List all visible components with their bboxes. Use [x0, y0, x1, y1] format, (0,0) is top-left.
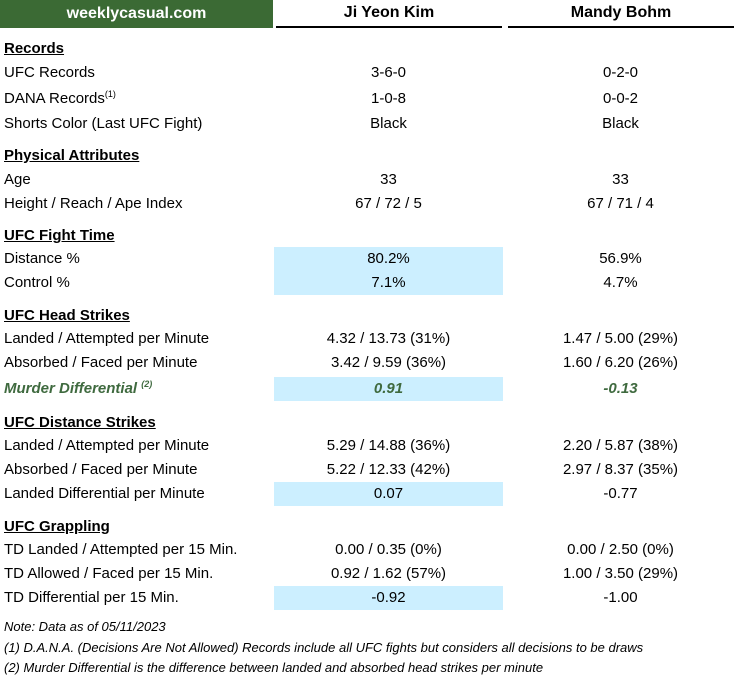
table-row	[0, 192, 737, 216]
row-label: Height / Reach / Ape Index	[4, 195, 183, 212]
fighter-b-header: Mandy Bohm	[508, 0, 734, 28]
table-row	[0, 562, 737, 586]
fighter-b-value: 67 / 71 / 4	[587, 195, 654, 212]
row-label: Shorts Color (Last UFC Fight)	[4, 115, 203, 132]
section-records	[0, 37, 737, 61]
footnote-1: (1) D.A.N.A. (Decisions Are Not Allowed) Records include all UFC fights but considers all decisions to be draws	[4, 640, 644, 655]
footnote-marker: (2)	[141, 379, 153, 389]
row-label: Landed Differential per Minute	[4, 485, 205, 502]
row-label: Control %	[4, 274, 70, 291]
fighter-a-header: Ji Yeon Kim	[276, 0, 502, 28]
fighter-b-value: -0.77	[603, 485, 638, 502]
row-label: TD Allowed / Faced per 15 Min.	[4, 565, 214, 582]
fighter-a-value: 0.91	[274, 377, 503, 401]
footnote-2: (2) Murder Differential is the difference between landed and absorbed head strikes per minute	[4, 660, 544, 675]
section-physical	[0, 144, 737, 168]
fighter-a-value: Black	[370, 115, 407, 132]
section-title: UFC Distance Strikes	[4, 414, 156, 431]
fighter-b-value: 0-0-2	[602, 90, 639, 107]
row-label: Absorbed / Faced per Minute	[4, 461, 198, 478]
fighter-b-value: 0-2-0	[602, 64, 639, 81]
fighter-a-value: 67 / 72 / 5	[355, 195, 422, 212]
row-label: Absorbed / Faced per Minute	[4, 354, 198, 371]
fighter-b-value: -1.00	[603, 589, 638, 606]
table-row	[0, 482, 737, 506]
fighter-a-value: 0.92 / 1.62 (57%)	[330, 565, 447, 582]
row-label: Landed / Attempted per Minute	[4, 437, 210, 454]
site-brand: weeklycasual.com	[0, 0, 273, 28]
table-row	[0, 458, 737, 482]
footnote-marker: (1)	[104, 89, 116, 99]
fighter-a-value: 80.2%	[274, 247, 503, 271]
section-title: UFC Fight Time	[4, 227, 115, 244]
row-label: Landed / Attempted per Minute	[4, 330, 210, 347]
section-head-strikes	[0, 304, 737, 328]
row-label: Distance %	[4, 250, 80, 267]
fighter-b-value: Black	[602, 115, 639, 132]
fighter-a-value: 7.1%	[274, 271, 503, 295]
fighter-a-value: 4.32 / 13.73 (31%)	[326, 330, 451, 347]
note-date: Note: Data as of 05/11/2023	[4, 619, 166, 634]
table-row	[0, 586, 737, 610]
fighter-b-value: 4.7%	[603, 274, 638, 291]
fighter-b-value: 56.9%	[599, 250, 642, 267]
table-row-murder	[0, 377, 737, 401]
fighter-a-value: -0.92	[274, 586, 503, 610]
row-label: DANA Records$^{(1)}$	[4, 89, 116, 107]
table-row	[0, 247, 737, 271]
table-row	[0, 351, 737, 375]
table-row	[0, 112, 737, 136]
section-distance-strikes	[0, 411, 737, 435]
section-title: Physical Attributes	[4, 147, 140, 164]
section-grappling	[0, 515, 737, 539]
row-label: TD Differential per 15 Min.	[4, 589, 179, 606]
fighter-b-value: 1.60 / 6.20 (26%)	[562, 354, 679, 371]
fighter-b-value: 0.00 / 2.50 (0%)	[567, 541, 674, 558]
fighter-a-value: 5.29 / 14.88 (36%)	[326, 437, 451, 454]
section-title: UFC Head Strikes	[4, 307, 130, 324]
fighter-a-value: 0.07	[274, 482, 503, 506]
section-title: Records	[4, 40, 65, 57]
fighter-a-value: 3.42 / 9.59 (36%)	[330, 354, 447, 371]
fighter-b-value: 1.47 / 5.00 (29%)	[562, 330, 679, 347]
fighter-a-value: 33	[380, 171, 397, 188]
table-row	[0, 87, 737, 111]
table-row	[0, 168, 737, 192]
table-row	[0, 434, 737, 458]
row-label: Age	[4, 171, 31, 188]
table-row	[0, 61, 737, 85]
fighter-a-value: 0.00 / 0.35 (0%)	[335, 541, 442, 558]
row-label: Murder Differential $^{(2)}$	[4, 379, 153, 397]
section-fight-time	[0, 224, 737, 248]
table-row	[0, 327, 737, 351]
fighter-b-value: 1.00 / 3.50 (29%)	[562, 565, 679, 582]
row-label: UFC Records	[4, 64, 95, 81]
fighter-b-value: 2.20 / 5.87 (38%)	[562, 437, 679, 454]
fighter-a-value: 3-6-0	[370, 64, 407, 81]
fighter-a-value: 5.22 / 12.33 (42%)	[326, 461, 451, 478]
fighter-b-value: 33	[612, 171, 629, 188]
section-title: UFC Grappling	[4, 518, 110, 535]
fighter-a-value: 1-0-8	[370, 90, 407, 107]
table-row	[0, 271, 737, 295]
fighter-b-value: -0.13	[603, 380, 638, 397]
table-row	[0, 538, 737, 562]
row-label: TD Landed / Attempted per 15 Min.	[4, 541, 238, 558]
fighter-b-value: 2.97 / 8.37 (35%)	[562, 461, 679, 478]
